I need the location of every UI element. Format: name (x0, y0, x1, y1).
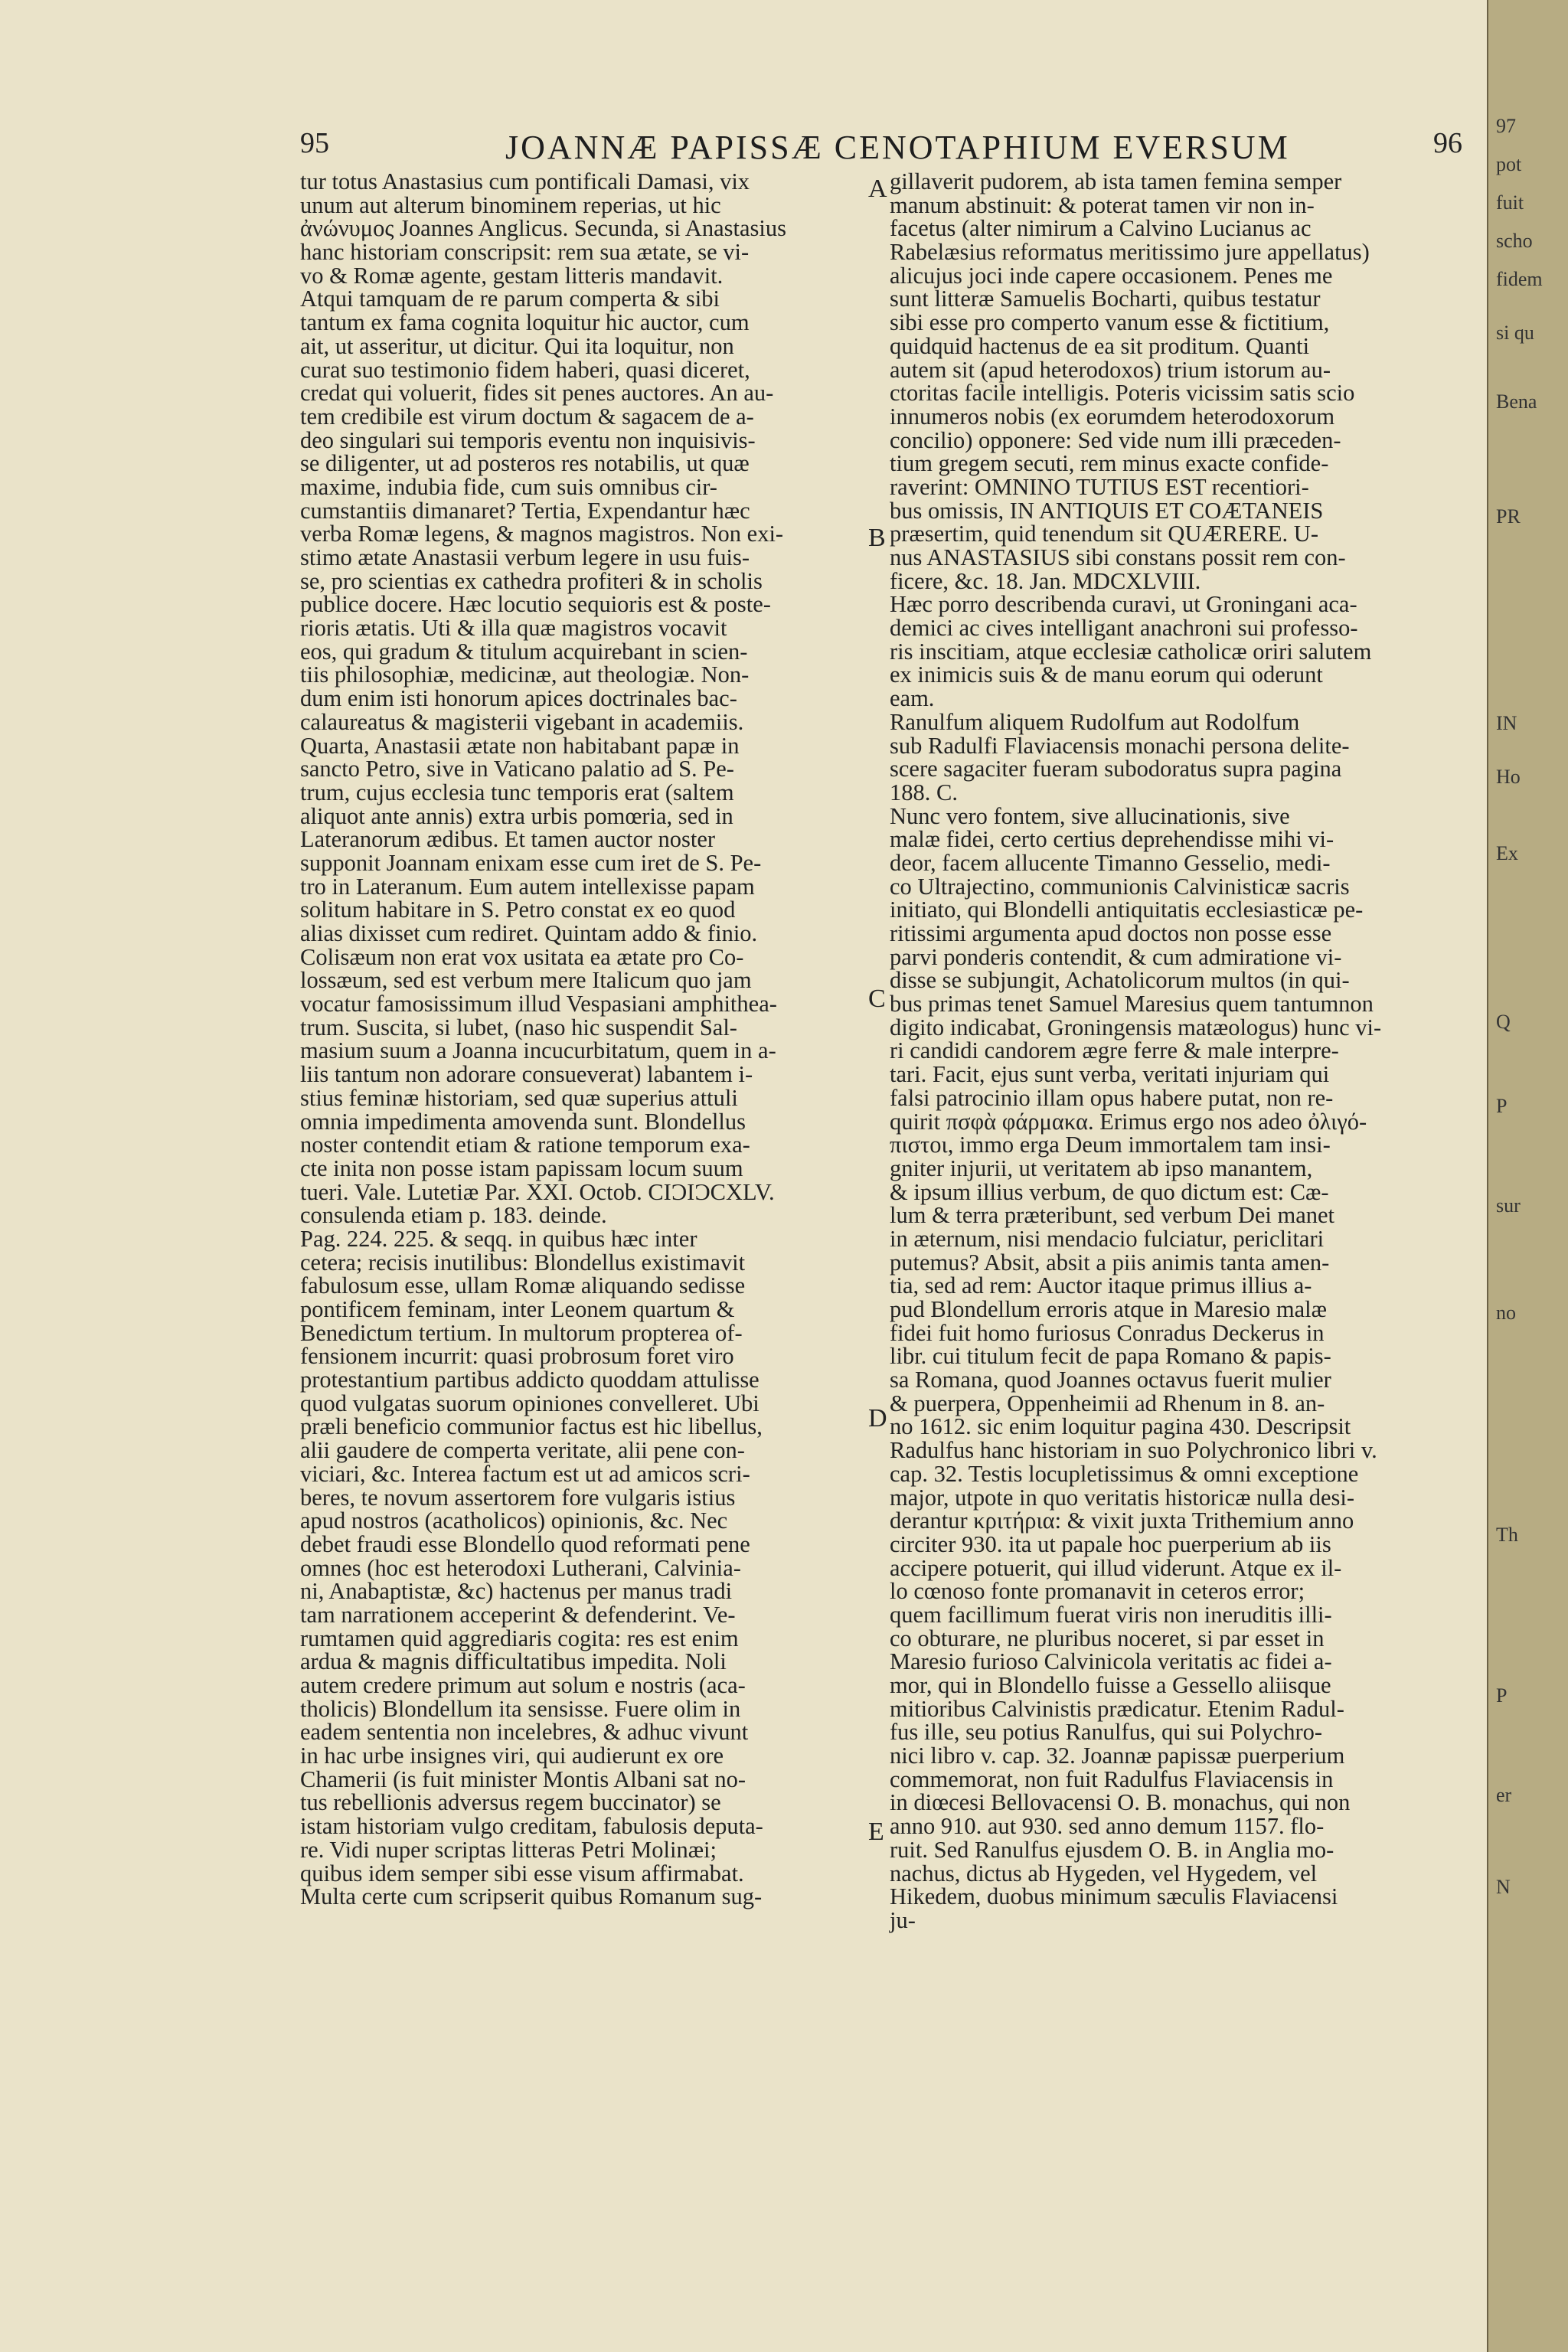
adjacent-page-fragment: pot (1496, 153, 1522, 175)
text-line: raverint: OMNINO TUTIUS EST recentiori- (890, 473, 1309, 500)
adjacent-page-fragment: scho (1496, 230, 1533, 252)
text-line: rumtamen quid aggrediaris cogita: res est enim (300, 1625, 739, 1651)
text-line: vocatur famosissimum illud Vespasiani amphithea- (300, 991, 777, 1018)
text-line: nachus, dictus ab Hygeden, vel Hygedem, vel (890, 1860, 1318, 1886)
text-line: major, utpote in quo veritatis historicæ nulla desi- (890, 1484, 1354, 1511)
text-line: masium suum a Joanna incucurbitatum, quem in a- (300, 1037, 776, 1064)
adjacent-page-fragment: 97 (1496, 115, 1516, 137)
text-line: ctoritas facile intelligis. Poteris vicissim satis scio (890, 380, 1355, 407)
text-line: tantum ex fama cognita loquitur hic auctor, cum (300, 309, 750, 336)
text-line: ἀνώνυμος Joannes Anglicus. Secunda, si Anastasius (300, 215, 786, 242)
text-line: πιστοι, immo erga Deum immortalem tam insi- (890, 1132, 1331, 1158)
text-line: tro in Lateranum. Eum autem intellexisse papam (300, 873, 755, 900)
text-line: & puerpera, Oppenheimii ad Rhenum in 8. an- (890, 1390, 1325, 1416)
text-line: putemus? Absit, absit a piis animis tanta amen- (890, 1249, 1330, 1276)
text-line: co Ultrajectino, communionis Calvinisticæ sacris (890, 873, 1350, 900)
text-line: deor, facem allucente Timanno Gesselio, medi- (890, 849, 1331, 876)
text-line: cap. 32. Testis locupletissimus & omni exceptione (890, 1460, 1359, 1487)
text-line: lum & terra præteribunt, sed verbum Dei manet (890, 1202, 1335, 1229)
text-line: sa Romana, quod Joannes octavus fuerit mulier (890, 1367, 1331, 1393)
text-line: noster contendit etiam & ratione temporum exa- (300, 1132, 750, 1158)
margin-letter-e: E (868, 1818, 884, 1846)
running-title: JOANNÆ PAPISSÆ CENOTAPHIUM EVERSUM (505, 129, 1290, 166)
text-line: lossæum, sed est verbum mere Italicum quo jam (300, 967, 752, 994)
text-line: viciari, &c. Interea factum est ut ad amicos scri- (300, 1460, 750, 1487)
text-line: istam historiam vulgo creditam, fabulosis deputa- (300, 1813, 763, 1840)
text-line: Colisæum non erat vox usitata ea ætate pro Co- (300, 943, 744, 970)
text-line: præli beneficio communior factus est hic libellus, (300, 1413, 763, 1440)
text-line: alii gaudere de comperta veritate, alii pene con- (300, 1437, 745, 1464)
margin-letter-a: A (868, 175, 887, 203)
text-line: nus ANASTASIUS sibi constans possit rem con- (890, 544, 1346, 570)
text-line: no 1612. sic enim loquitur pagina 430. Descripsit (890, 1413, 1351, 1440)
text-line: gillaverit pudorem, ab ista tamen femina semper (890, 168, 1342, 194)
text-line: fabulosum esse, ullam Romæ aliquando sedisse (300, 1272, 746, 1299)
text-line: ris inscitiam, atque ecclesiæ catholicæ oriri salutem (890, 638, 1372, 665)
adjacent-page-fragment: IN (1496, 712, 1517, 734)
text-line: derantur κριτήρια: & vixit juxta Trithemium anno (890, 1508, 1354, 1534)
page-header (0, 126, 1485, 172)
text-line: ficere, &c. 18. Jan. MDCXLVIII. (890, 567, 1201, 594)
text-line: Chamerii (is fuit minister Montis Albani sat no- (300, 1766, 746, 1792)
text-line: calaureatus & magisterii vigebant in academiis. (300, 708, 744, 735)
text-line: fus ille, seu potius Ranulfus, qui sui Polychro- (890, 1719, 1323, 1746)
text-line: Lateranorum ædibus. Et tamen auctor noster (300, 826, 716, 853)
text-line: præsertim, quid tenendum sit QUÆRERE. U- (890, 521, 1318, 547)
text-line: pontificem feminam, inter Leonem quartum & (300, 1296, 735, 1322)
text-line: protestantium partibus addicto quoddam attulisse (300, 1367, 760, 1393)
text-line: bus omissis, IN ANTIQUIS ET COÆTANEIS (890, 497, 1324, 524)
text-line: apud nostros (acatholicos) opinionis, &c. Nec (300, 1508, 728, 1534)
text-line: vo & Romæ agente, gestam litteris mandavit. (300, 262, 724, 289)
text-line: cetera; recisis inutilibus: Blondellus existimavit (300, 1249, 746, 1276)
text-line: tia, sed ad rem: Auctor itaque primus illius a- (890, 1272, 1312, 1299)
text-line: quidquid hactenus de ea sit proditum. Quanti (890, 332, 1310, 359)
margin-letter-d: D (868, 1404, 887, 1432)
text-line: Ranulfum aliquem Rudolfum aut Rodolfum (890, 708, 1300, 735)
text-line: Hikedem, duobus minimum sæculis Flaviacensi (890, 1883, 1338, 1910)
text-line: hanc historiam conscripsit: rem sua ætate, se vi- (300, 239, 750, 266)
adjacent-page-edge (1487, 0, 1568, 2352)
text-line: Atqui tamquam de re parum comperta & sibi (300, 286, 720, 312)
adjacent-page-fragment: Ex (1496, 842, 1518, 864)
text-line: cumstantiis dimanaret? Tertia, Expendantur hæc (300, 497, 750, 524)
text-line: Pag. 224. 225. & seqq. in quibus hæc inter (300, 1225, 697, 1252)
text-line: ritissimi argumenta apud doctos non posse esse (890, 920, 1332, 946)
adjacent-page-fragment: Bena (1496, 390, 1537, 413)
adjacent-page-fragment: sur (1496, 1194, 1521, 1217)
text-line: ruit. Sed Ranulfus ejusdem O. B. in Anglia mo- (890, 1836, 1334, 1863)
adjacent-page-fragment: er (1496, 1784, 1512, 1806)
text-line: tem credibile est virum doctum & sagacem de a- (300, 403, 754, 430)
text-line: eam. (890, 685, 935, 712)
text-line: & ipsum illius verbum, de quo dictum est: Cæ- (890, 1178, 1329, 1205)
text-line: quod vulgatas suorum opiniones convelleret. Ubi (300, 1390, 760, 1416)
text-line: stius feminæ historiam, sed quæ superius attuli (300, 1084, 738, 1111)
adjacent-page-fragment: no (1496, 1302, 1516, 1324)
page-number-right: 96 (1433, 127, 1462, 159)
text-line: beres, te novum assertorem fore vulgaris istius (300, 1484, 736, 1511)
text-line: in diœcesi Bellovacensi O. B. monachus, qui non (890, 1789, 1351, 1816)
text-line: trum. Suscita, si lubet, (naso hic suspendit Sal- (300, 1014, 737, 1040)
right-column (890, 170, 1472, 1932)
text-line: dum enim isti honorum apices doctrinales bac- (300, 685, 737, 712)
text-line: Rabelæsius reformatus meritissimo jure appellatus) (890, 239, 1370, 266)
text-line: facetus (alter nimirum a Calvino Lucianus ac (890, 215, 1312, 242)
text-line: Benedictum tertium. In multorum propterea of- (300, 1319, 743, 1346)
text-line: aliquot ante annis) extra urbis pomœria, sed in (300, 802, 733, 829)
text-line: tus rebellionis adversus regem buccinator) se (300, 1789, 721, 1816)
text-line: se diligenter, ut ad posteros res notabilis, ut quæ (300, 450, 750, 477)
text-line: tam narrationem acceperint & defenderint. Ve- (300, 1601, 736, 1628)
text-line: credat qui voluerit, fides sit penes auctores. An au- (300, 380, 774, 407)
text-line: re. Vidi nuper scriptas litteras Petri Molinæi; (300, 1836, 717, 1863)
text-line: ardua & magnis difficultatibus impedita. Noli (300, 1648, 727, 1675)
adjacent-page-fragment: Ho (1496, 766, 1521, 788)
text-line: innumeros nobis (ex eorumdem heterodoxorum (890, 403, 1335, 430)
text-line: accipere potuerit, qui illud viderunt. Atque ex il- (890, 1554, 1342, 1581)
margin-letter-c: C (868, 985, 886, 1013)
text-line: deo singulari sui temporis eventu non inquisivis- (300, 426, 756, 453)
text-line: eadem sententia non incelebres, & adhuc vivunt (300, 1719, 749, 1746)
text-line: curat suo testimonio fidem haberi, quasi diceret, (300, 356, 750, 383)
text-line: sub Radulfi Flaviacensis monachi persona delite- (890, 732, 1350, 759)
text-line: demici ac cives intelligant anachroni sui professo- (890, 615, 1358, 642)
text-line: commemorat, non fuit Radulfus Flaviacensis in (890, 1766, 1334, 1792)
text-line: Quarta, Anastasii ætate non habitabant papæ in (300, 732, 740, 759)
adjacent-page-fragment: P (1496, 1684, 1508, 1707)
text-line: tur totus Anastasius cum pontificali Damasi, vix (300, 168, 750, 194)
text-line: circiter 930. ita ut papale hoc puerperium ab iis (890, 1530, 1331, 1557)
text-line: fidei fuit homo furiosus Conradus Deckerus in (890, 1319, 1325, 1346)
text-line: omnia impedimenta amovenda sunt. Blondellus (300, 1108, 746, 1135)
text-line: supponit Joannam enixam esse cum iret de S. Pe- (300, 849, 762, 876)
text-line: Radulfus hanc historiam in suo Polychronico libri v. (890, 1437, 1377, 1464)
text-line: mor, qui in Blondello fuisse a Gessello aliisque (890, 1672, 1331, 1698)
text-line: ri candidi candorem ægre ferre & male interpre- (890, 1037, 1339, 1064)
text-line: autem sit (apud heterodoxos) trium istorum au- (890, 356, 1331, 383)
text-line: unum aut alterum binominem reperias, ut hic (300, 191, 721, 218)
text-line: omnes (hoc est heterodoxi Lutherani, Calvinia- (300, 1554, 741, 1581)
text-line: quirit πσφὰ φάρμακα. Erimus ergo nos adeo ὀλιγό- (890, 1108, 1367, 1135)
text-line: initiato, qui Blondelli antiquitatis ecclesiasticæ pe- (890, 897, 1364, 923)
text-line: liis tantum non adorare consueverat) labantem i- (300, 1061, 753, 1088)
text-line: quibus idem semper sibi esse visum affirmabat. (300, 1860, 744, 1886)
text-line: tium gregem secuti, rem minus exacte confide- (890, 450, 1329, 477)
text-line: Nunc vero fontem, sive allucinationis, sive (890, 802, 1290, 829)
text-line: lo cœnoso fonte promanavit in ceteros error; (890, 1578, 1305, 1605)
text-line: sancto Petro, sive in Vaticano palatio ad S. Pe- (300, 756, 734, 782)
text-line: scere sagaciter fueram subodoratus supra pagina (890, 756, 1342, 782)
adjacent-page-fragment: fidem (1496, 268, 1543, 290)
text-line: mitioribus Calvinistis prædicatur. Etenim Radul- (890, 1695, 1344, 1722)
adjacent-page-fragment: fuit (1496, 191, 1524, 214)
text-line: maxime, indubia fide, cum suis omnibus cir- (300, 473, 717, 500)
text-line: quem facillimum fuerat viris non ineruditis illi- (890, 1601, 1332, 1628)
text-line: ju- (890, 1906, 916, 1933)
text-line: consulenda etiam p. 183. deinde. (300, 1202, 607, 1229)
adjacent-page-fragment: P (1496, 1095, 1508, 1117)
margin-letter-b: B (868, 524, 886, 552)
text-line: rioris ætatis. Uti & illa quæ magistros vocavit (300, 615, 727, 642)
text-line: tari. Facit, ejus sunt verba, veritati injuriam qui (890, 1061, 1330, 1088)
text-line: 188. C. (890, 779, 958, 805)
text-line: fensionem incurrit: quasi probrosum foret viro (300, 1343, 734, 1370)
adjacent-page-fragment: N (1496, 1876, 1511, 1898)
left-column (300, 170, 867, 1909)
text-line: disse se subjungit, Achatolicorum multos (in qui- (890, 967, 1350, 994)
text-line: sibi esse pro comperto vanum esse & fictitium, (890, 309, 1330, 336)
text-line: co obturare, ne pluribus noceret, si par esset in (890, 1625, 1325, 1651)
text-line: verba Romæ legens, & magnos magistros. Non exi- (300, 521, 784, 547)
text-line: tueri. Vale. Lutetiæ Par. XXI. Octob. CIƆIƆCXLV. (300, 1178, 775, 1205)
text-line: gniter injurii, ut veritatem ab ipso manantem, (890, 1155, 1313, 1181)
adjacent-page-fragment: si qu (1496, 322, 1534, 344)
text-line: se, pro scientias ex cathedra profiteri & in scholis (300, 567, 763, 594)
adjacent-page-fragment: PR (1496, 505, 1521, 528)
text-line: libr. cui titulum fecit de papa Romano & papis- (890, 1343, 1331, 1370)
text-line: Hæc porro describenda curavi, ut Groningani aca- (890, 591, 1357, 618)
text-line: concilio) opponere: Sed vide num illi præceden- (890, 426, 1341, 453)
text-line: in æternum, nisi mendacio fulciatur, periclitari (890, 1225, 1325, 1252)
text-line: tiis philosophiæ, medicinæ, aut theologiæ. Non- (300, 662, 750, 688)
text-line: pud Blondellum erroris atque in Maresio malæ (890, 1296, 1327, 1322)
text-line: alicujus joci inde capere occasionem. Penes me (890, 262, 1333, 289)
adjacent-page-fragment: Q (1496, 1011, 1511, 1033)
text-line: alias dixisset cum rediret. Quintam addo & finio. (300, 920, 758, 946)
text-line: parvi ponderis contendit, & cum admiratione vi- (890, 943, 1342, 970)
text-line: falsi patrocinio illam opus habere putat, non re- (890, 1084, 1334, 1111)
text-line: ni, Anabaptistæ, &c) hactenus per manus tradi (300, 1578, 733, 1605)
text-line: cte inita non posse istam papissam locum suum (300, 1155, 743, 1181)
text-line: in hac urbe insignes viri, qui audierunt ex ore (300, 1743, 724, 1769)
text-line: nici libro v. cap. 32. Joannæ papissæ puerperium (890, 1743, 1345, 1769)
text-line: debet fraudi esse Blondello quod reformati pene (300, 1530, 750, 1557)
text-line: ait, ut asseritur, ut dicitur. Qui ita loquitur, non (300, 332, 734, 359)
text-line: bus primas tenet Samuel Maresius quem tantumnon (890, 991, 1374, 1018)
text-line: autem credere primum aut solum e nostris (aca- (300, 1672, 746, 1698)
text-line: Maresio furioso Calvinicola veritatis ac fidei a- (890, 1648, 1332, 1675)
page-number-left: 95 (300, 127, 329, 159)
text-line: sunt litteræ Samuelis Bocharti, quibus testatur (890, 286, 1321, 312)
text-line: digito indicabat, Groningensis matæologus) hunc vi- (890, 1014, 1382, 1040)
text-line: malæ fidei, certo certius deprehendisse mihi vi- (890, 826, 1334, 853)
text-line: solitum habitare in S. Petro constat ex eo quod (300, 897, 736, 923)
text-line: eos, qui gradum & titulum acquirebant in scien- (300, 638, 748, 665)
text-line: Multa certe cum scripserit quibus Romanum sug- (300, 1883, 763, 1910)
text-line: trum, cujus ecclesia tunc temporis erat (saltem (300, 779, 734, 805)
text-line: tholicis) Blondellum ita sensisse. Fuere olim in (300, 1695, 741, 1722)
text-line: anno 910. aut 930. sed anno demum 1157. flo- (890, 1813, 1325, 1840)
text-line: publice docere. Hæc locutio sequioris est & poste- (300, 591, 771, 618)
text-line: stimo ætate Anastasii verbum legere in usu fuis- (300, 544, 750, 570)
text-line: manum abstinuit: & poterat tamen vir non in- (890, 191, 1315, 218)
adjacent-page-fragment: Th (1496, 1524, 1518, 1546)
text-line: ex inimicis suis & de manu eorum qui oderunt (890, 662, 1323, 688)
